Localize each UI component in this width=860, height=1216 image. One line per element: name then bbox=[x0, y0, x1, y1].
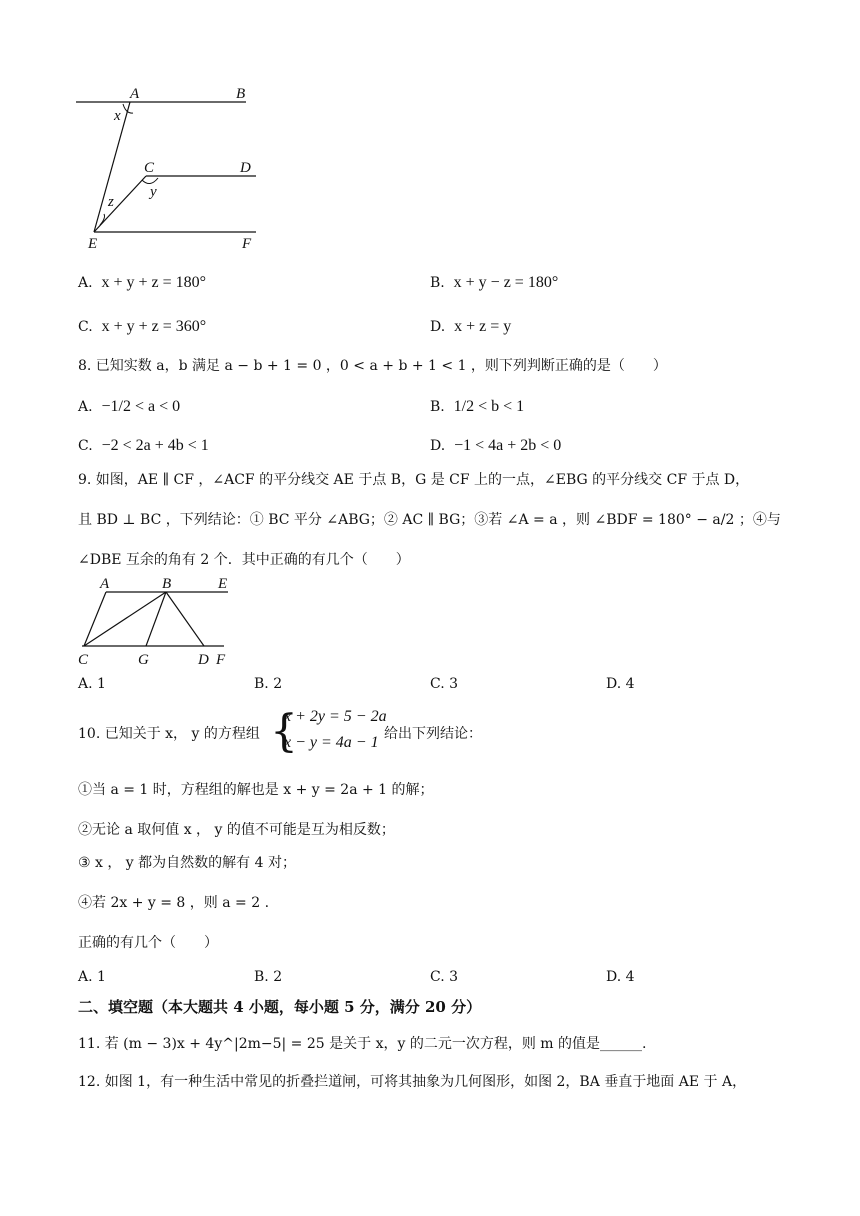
q10-equation-2: x − y = 4a − 1 bbox=[284, 734, 379, 751]
q7-figure bbox=[70, 80, 270, 250]
q9-label-B: B bbox=[162, 576, 172, 592]
q9-label-G: G bbox=[138, 652, 149, 668]
q10-stem-suffix: 给出下列结论： bbox=[384, 726, 482, 742]
q7-option-a: A. x + y + z = 180° bbox=[78, 274, 207, 291]
q8-option-c: C. −2 < 2a + 4b < 1 bbox=[78, 437, 209, 454]
q10-question: 正确的有几个（ ） bbox=[78, 935, 218, 951]
q7-label-B: B bbox=[236, 86, 246, 102]
q10-option-a: A. 1 bbox=[78, 969, 106, 985]
q11-text: 11. 若 (m − 3)x + 4y^|2m−5| = 25 是关于 x，y 的二元一次方程，则 m 的值是______. bbox=[78, 1036, 647, 1052]
q9-label-E: E bbox=[218, 576, 228, 592]
q10-option-c: C. 3 bbox=[430, 969, 459, 985]
q8-option-a: A. −1/2 < a < 0 bbox=[78, 398, 181, 415]
q7-option-b: B. x + y − z = 180° bbox=[430, 274, 559, 291]
q10-option-b: B. 2 bbox=[254, 969, 283, 985]
q9-line-3: ∠DBE 互余的角有 2 个．其中正确的有几个（ ） bbox=[78, 552, 410, 568]
q10-item-4: ④若 2x + y = 8 ，则 a = 2 . bbox=[78, 895, 270, 911]
q10-item-3: ③ x ， y 都为自然数的解有 4 对； bbox=[78, 855, 296, 871]
q9-figure bbox=[74, 574, 244, 670]
q7-option-d: D. x + z = y bbox=[430, 318, 512, 335]
q7-label-A: A bbox=[130, 86, 140, 102]
q9-option-d: D. 4 bbox=[606, 676, 635, 692]
q10-item-1: ①当 a = 1 时，方程组的解也是 x + y = 2a + 1 的解； bbox=[78, 782, 434, 798]
section-heading-fill-in: 二、填空题（本大题共 4 小题，每小题 5 分，满分 20 分） bbox=[78, 998, 482, 1016]
q9-label-C: C bbox=[78, 652, 89, 668]
q10-brace: { bbox=[270, 706, 298, 757]
q7-label-D: D bbox=[240, 160, 251, 176]
q7-option-c: C. x + y + z = 360° bbox=[78, 318, 207, 335]
q8-stem: 8. 已知实数 a，b 满足 a − b + 1 = 0 ，0 < a + b + 1 < 1 ，则下列判断正确的是（ ） bbox=[78, 358, 667, 374]
q9-label-A: A bbox=[100, 576, 110, 592]
q12-text: 12. 如图 1，有一种生活中常见的折叠拦道闸，可将其抽象为几何图形，如图 2，BA 垂直于地面 AE 于 A， bbox=[78, 1074, 747, 1090]
q9-option-c: C. 3 bbox=[430, 676, 459, 692]
q10-item-2: ②无论 a 取何值 x ， y 的值不可能是互为相反数； bbox=[78, 822, 395, 838]
q7-label-F: F bbox=[242, 236, 252, 250]
q7-label-E: E bbox=[88, 236, 98, 250]
q9-label-D: D bbox=[198, 652, 209, 668]
q10-option-d: D. 4 bbox=[606, 969, 635, 985]
q9-line-1: 9. 如图，AE ∥ CF ，∠ACF 的平分线交 AE 于点 B，G 是 CF 上的一点，∠EBG 的平分线交 CF 于点 D， bbox=[78, 472, 750, 488]
q7-label-y: y bbox=[150, 184, 157, 200]
q9-option-a: A. 1 bbox=[78, 676, 106, 692]
q9-option-b: B. 2 bbox=[254, 676, 283, 692]
q10-equation-1: x + 2y = 5 − 2a bbox=[284, 708, 387, 725]
q9-label-F: F bbox=[216, 652, 226, 668]
q7-label-z: z bbox=[108, 194, 114, 210]
q7-label-x: x bbox=[114, 108, 121, 124]
q8-option-d: D. −1 < 4a + 2b < 0 bbox=[430, 437, 562, 454]
q9-line-2: 且 BD ⊥ BC ，下列结论：① BC 平分 ∠ABG；② AC ∥ BG；③若 ∠A = a ，则 ∠BDF = 180° − a/2 ；④与 bbox=[78, 512, 781, 528]
q8-option-b: B. 1/2 < b < 1 bbox=[430, 398, 525, 415]
q7-label-C: C bbox=[144, 160, 155, 176]
q10-stem-prefix: 10. 已知关于 x， y 的方程组 bbox=[78, 726, 260, 742]
